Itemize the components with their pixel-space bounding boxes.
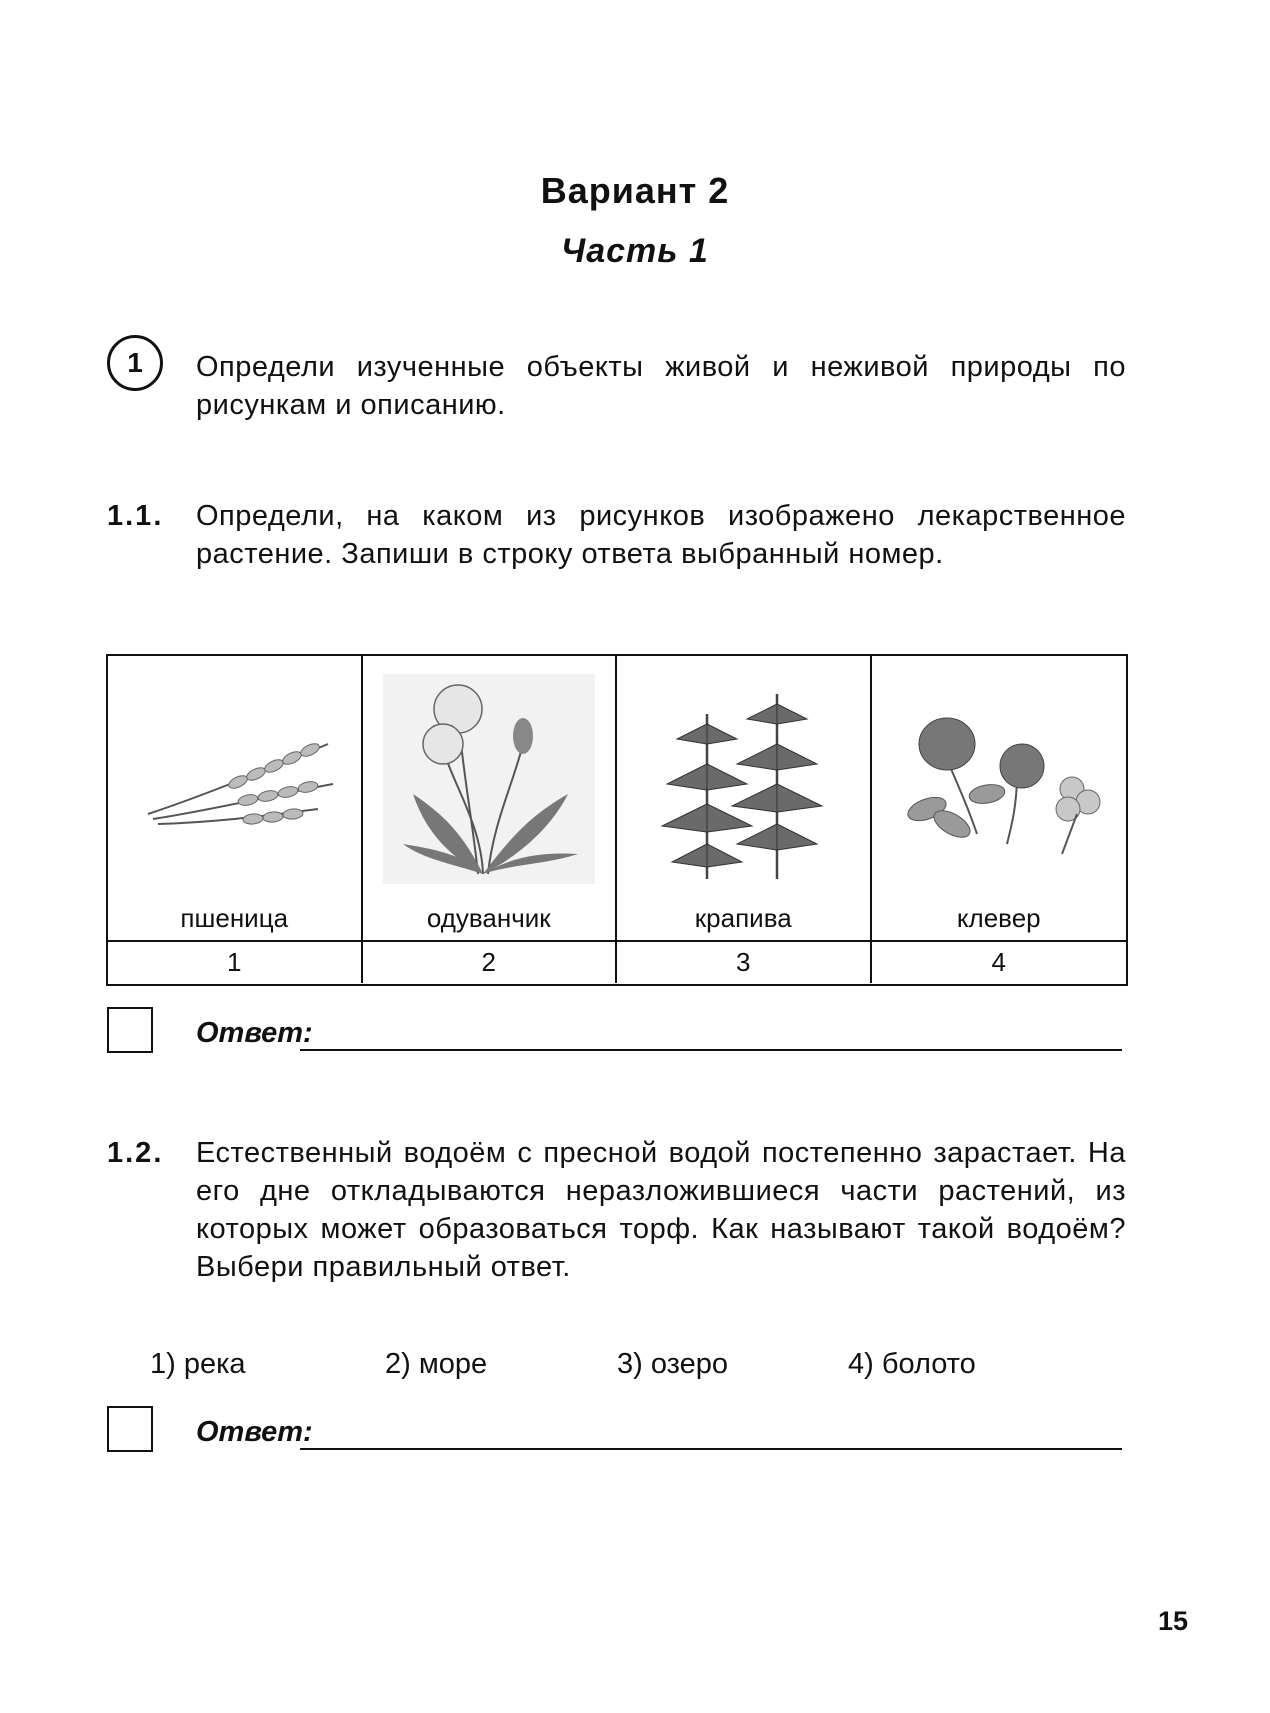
option-4: 4) болото [848, 1348, 976, 1380]
plant-name: крапива [694, 903, 792, 933]
task-1-2-text: Естественный водоём с пресной водой постепенно зарастает. На его дне откладываются неразложившиеся части растений, из которых может образоваться торф. Как называют такой водоём? Выбери правильный ответ. [196, 1137, 1126, 1283]
nettle-icon [637, 674, 849, 884]
variant-title: Вариант 2 [540, 170, 730, 211]
answer-label: Ответ: [196, 1416, 313, 1448]
answer-box-1-1[interactable] [107, 1007, 153, 1053]
option-2: 2) море [385, 1348, 488, 1380]
answer-label: Ответ: [196, 1017, 313, 1049]
option-3: 3) озеро [617, 1348, 729, 1380]
plant-cell-nettle [617, 656, 872, 942]
plant-cell-wheat [108, 656, 363, 942]
plant-cell-clover [872, 656, 1127, 942]
task-1-text: Определи изученные объекты живой и неживой природы по рисункам и описанию. [196, 351, 1126, 421]
option-1: 1) река [150, 1348, 246, 1380]
plant-name: клевер [956, 903, 1041, 933]
plant-number: 1 [108, 942, 363, 983]
plant-name: одуванчик [426, 903, 551, 933]
part-title: Часть 1 [561, 232, 709, 270]
plant-number: 2 [363, 942, 618, 983]
task-1-1-text: Определи, на каком из рисунков изображено лекарственное растение. Запиши в строку ответа выбранный номер. [196, 500, 1126, 570]
answer-line-1-2[interactable] [300, 1448, 1122, 1450]
plant-number: 3 [617, 942, 872, 983]
page-number: 15 [1158, 1606, 1189, 1636]
plant-table [106, 654, 1128, 986]
wheat-icon [128, 674, 340, 884]
plant-cell-dandelion [363, 656, 618, 942]
answer-box-1-2[interactable] [107, 1406, 153, 1452]
plant-name: пшеница [180, 903, 289, 933]
plant-number: 4 [991, 947, 1006, 977]
task-number-circle: 1 [107, 335, 163, 391]
clover-icon [892, 674, 1104, 884]
dandelion-icon [383, 674, 595, 884]
task-1-1-number: 1.1. [107, 500, 164, 532]
answer-line-1-1[interactable] [300, 1049, 1122, 1051]
task-1-2-number: 1.2. [107, 1137, 164, 1169]
